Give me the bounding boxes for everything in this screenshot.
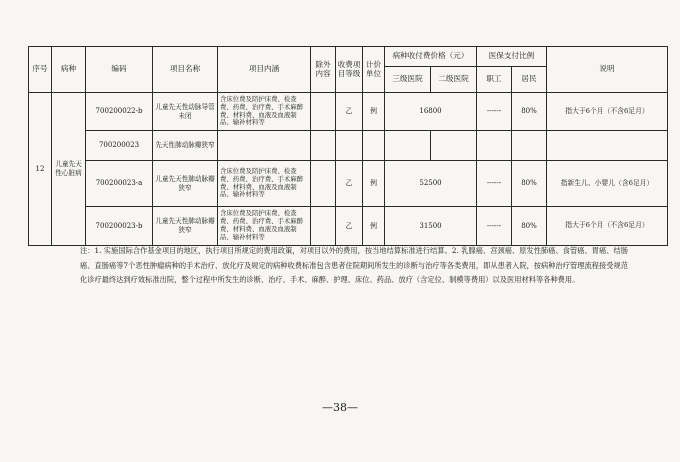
unit-cell: 例 (363, 161, 385, 207)
header-price-group: 病种收付费价格（元） (385, 47, 477, 67)
header-item-name: 项目名称 (153, 47, 218, 93)
header-remark: 说明 (547, 47, 668, 93)
header-ins-employee: 职工 (477, 67, 512, 93)
header-price-l2: 二级医院 (431, 67, 477, 93)
fee-table (28, 46, 668, 246)
fee-grade-cell: 乙 (336, 207, 363, 246)
excluded-cell (311, 161, 336, 207)
ins-employee-cell (477, 131, 512, 161)
price-l3-cell (385, 131, 431, 161)
table-header-row (29, 47, 668, 67)
page-number: —38— (322, 401, 358, 414)
remark-cell: 指大于6个月（不含6足月） (547, 93, 668, 131)
disease-cell: 儿童先天性心脏病 (52, 93, 86, 246)
code-cell: 700200023-a (86, 161, 153, 207)
ins-resident-cell: 80% (512, 93, 547, 131)
seq-cell: 12 (29, 93, 52, 246)
ins-resident-cell: 80% (512, 161, 547, 207)
remark-cell: 指新生儿、小婴儿（含6足月） (547, 161, 668, 207)
header-ins-resident: 居民 (512, 67, 547, 93)
excluded-cell (311, 131, 336, 161)
header-disease: 病种 (52, 47, 86, 93)
table-row (29, 207, 668, 246)
code-cell: 700200022-b (86, 93, 153, 131)
item-name-cell: 儿童先天性肺动脉瓣狭窄 (153, 161, 218, 207)
code-cell: 700200023 (86, 131, 153, 161)
unit-cell: 例 (363, 93, 385, 131)
header-unit: 计价单位 (363, 47, 385, 93)
price-cell: 52500 (385, 161, 477, 207)
item-content-cell (218, 131, 311, 161)
item-content-cell: 含床位费及陪护床费、检查费、药费、治疗费、手术麻醉费、材料费、血液及血液制品、输补材料等 (218, 93, 311, 131)
header-price-l3: 三级医院 (385, 67, 431, 93)
table-row (29, 93, 668, 131)
header-item-content: 项目内涵 (218, 47, 311, 93)
footnote: 注：1. 实施国际合作基金项目的地区，执行项目所规定的费用政策，对项目以外的费用，按当地结算标准进行结算。2. 乳腺癌、宫颈癌、原发性肺癌、食管癌、胃癌、结肠癌、直肠癌等7个恶性肿瘤病种的手术治疗、放化疗及规定的病种收费标准包含患者住院期间所发生的诊断与治疗等各类费用，即从患者入院，按病种治疗管理流程接受规范化诊疗最终达到疗效标准出院，整个过程中所发生的诊断、治疗、手术、麻醉、护理、床位、药品、放疗（含定位、制模等费用）以及医用材料等各种费用。 (80, 246, 628, 284)
excluded-cell (311, 207, 336, 246)
fee-grade-cell: 乙 (336, 161, 363, 207)
unit-cell (363, 131, 385, 161)
code-cell: 700200023-b (86, 207, 153, 246)
header-code: 编码 (86, 47, 153, 93)
excluded-cell (311, 93, 336, 131)
table-row (29, 161, 668, 207)
ins-employee-cell: ------ (477, 93, 512, 131)
item-name-cell: 儿童先天性动脉导管未闭 (153, 93, 218, 131)
header-seq: 序号 (29, 47, 52, 93)
ins-resident-cell: 80% (512, 207, 547, 246)
table-row (29, 131, 668, 161)
fee-grade-cell (336, 131, 363, 161)
item-content-cell: 含床位费及陪护床费、检查费、药费、治疗费、手术麻醉费、材料费、血液及血液制品、输补材料等 (218, 207, 311, 246)
ins-resident-cell (512, 131, 547, 161)
price-cell: 31500 (385, 207, 477, 246)
remark-cell: 指大于6个月（不含6足月） (547, 207, 668, 246)
price-cell: 16800 (385, 93, 477, 131)
item-name-cell: 儿童先天性肺动脉瓣狭窄 (153, 207, 218, 246)
header-fee-grade: 收费项目等级 (336, 47, 363, 93)
remark-cell (547, 131, 668, 161)
fee-grade-cell: 乙 (336, 93, 363, 131)
ins-employee-cell: ------ (477, 161, 512, 207)
header-insurance-group: 医保支付比例 (477, 47, 547, 67)
item-name-cell: 先天性肺动脉瓣狭窄 (153, 131, 218, 161)
header-excluded: 除外内容 (311, 47, 336, 93)
unit-cell: 例 (363, 207, 385, 246)
item-content-cell: 含床位费及陪护床费、检查费、药费、治疗费、手术麻醉费、材料费、血液及血液制品、输补材料等 (218, 161, 311, 207)
price-l2-cell (431, 131, 477, 161)
ins-employee-cell: ------ (477, 207, 512, 246)
